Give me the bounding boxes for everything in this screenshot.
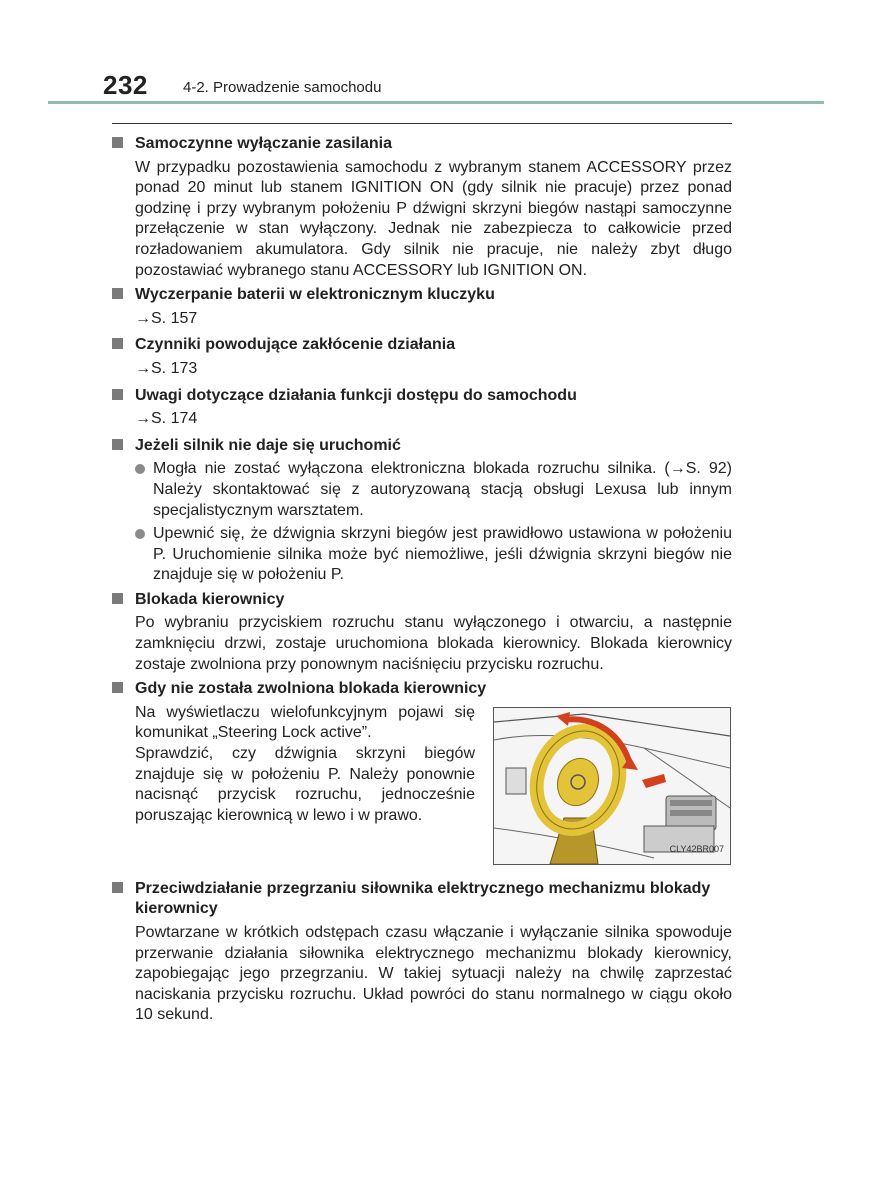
section-paragraph: Sprawdzić, czy dźwignia skrzyni biegów znajduje się w położeniu P. Należy ponownie nacisnąć przycisk rozruchu, jednocześnie poruszając kierownicą w lewo i w prawo. [135, 745, 475, 824]
figure-code: CLY42BR007 [669, 844, 724, 855]
section-steering-lock [112, 590, 732, 675]
list-item-text: Upewnić się, że dźwignia skrzyni biegów jest prawidłowo ustawiona w położeniu P. Uruchomienie silnika może być niemożliwe, jeśli dźwignia skrzyni biegów nie znajduje się w położeniu P. [153, 525, 732, 584]
page-reference-link[interactable]: →S. 173 [135, 359, 198, 377]
square-bullet-icon [112, 882, 123, 893]
section-interference [112, 335, 732, 379]
list-item [135, 524, 732, 586]
square-bullet-icon [112, 338, 123, 349]
section-paragraph: Na wyświetlaczu wielofunkcyjnym pojawi się komunikat „Steering Lock active”. [135, 703, 475, 742]
section-body: Po wybraniu przyciskiem rozruchu stanu wyłączonego i otwarciu, a następnie zamknięciu drzwi, zostaje uruchomiona blokada kierownicy. Blokada kierownicy zostaje zwolniona przy ponownym naciśnięciu przycisku rozruchu. [135, 614, 732, 673]
section-heading: Gdy nie została zwolniona blokada kierownicy [135, 680, 487, 698]
section-heading: Przeciwdziałanie przegrzaniu siłownika elektrycznego mechanizmu blokady kierownicy [135, 879, 711, 918]
page-content [112, 134, 732, 1030]
square-bullet-icon [112, 389, 123, 400]
square-bullet-icon [112, 137, 123, 148]
list-item [135, 459, 732, 521]
section-heading: Samoczynne wyłączanie zasilania [135, 135, 393, 152]
section-heading: Jeżeli silnik nie daje się uruchomić [135, 436, 401, 454]
section-heading: Czynniki powodujące zakłócenie działania [135, 336, 456, 354]
section-engine-wont-start [112, 436, 732, 586]
page-reference-link[interactable]: →S. 157 [135, 309, 198, 327]
section-overheat-prevention [112, 879, 732, 1026]
chapter-title: 4-2. Prowadzenie samochodu [183, 79, 382, 96]
square-bullet-icon [112, 439, 123, 450]
round-bullet-icon [135, 529, 145, 539]
section-divider [112, 123, 732, 124]
section-key-battery [112, 285, 732, 329]
page-number: 232 [103, 70, 148, 100]
square-bullet-icon [112, 593, 123, 604]
list-item-text: Mogła nie zostać wyłączona elektroniczna blokada rozruchu silnika. (→S. 92) Należy skontaktować się z autoryzowaną stacją obsługi Lexusa lub innym specjalistycznym warsztatem. [153, 460, 732, 519]
section-body: Powtarzane w krótkich odstępach czasu włączanie i wyłączanie silnika spowoduje przerwanie działania siłownika elektrycznego mechanizmu blokady kierownicy, zapobiegając jego przegrzaniu. W takiej sytuacji należy na chwilę zaprzestać naciskania przycisku rozruchu. Układ powróci do stanu normalnego w ciągu około 10 sekund. [135, 924, 732, 1024]
section-access-notes [112, 386, 732, 430]
section-heading: Uwagi dotyczące działania funkcji dostępu do samochodu [135, 386, 577, 404]
header-rule [48, 101, 824, 104]
square-bullet-icon [112, 288, 123, 299]
page-reference-link[interactable]: →S. 174 [135, 410, 198, 428]
section-auto-power-off [112, 134, 732, 281]
section-body: W przypadku pozostawienia samochodu z wybranym stanem ACCESSORY przez ponad 20 minut lub stanem IGNITION ON (gdy silnik nie pracuje) przez ponad godzinę i przy wybranym położeniu P dźwigni skrzyni biegów nastąpi samoczynne przełączenie w stan wyłączony. Jednak nie zabezpiecza to całkowicie przed rozładowaniem akumulatora. Gdy silnik nie pracuje, nie należy zbyt długo pozostawiać wybranego stanu ACCESSORY lub IGNITION ON. [135, 158, 732, 279]
round-bullet-icon [135, 464, 145, 474]
section-steering-lock-not-released [112, 679, 732, 865]
section-heading: Wyczerpanie baterii w elektronicznym kluczyku [135, 286, 495, 304]
section-heading: Blokada kierownicy [135, 590, 285, 608]
square-bullet-icon [112, 682, 123, 693]
steering-wheel-illustration [493, 707, 731, 865]
